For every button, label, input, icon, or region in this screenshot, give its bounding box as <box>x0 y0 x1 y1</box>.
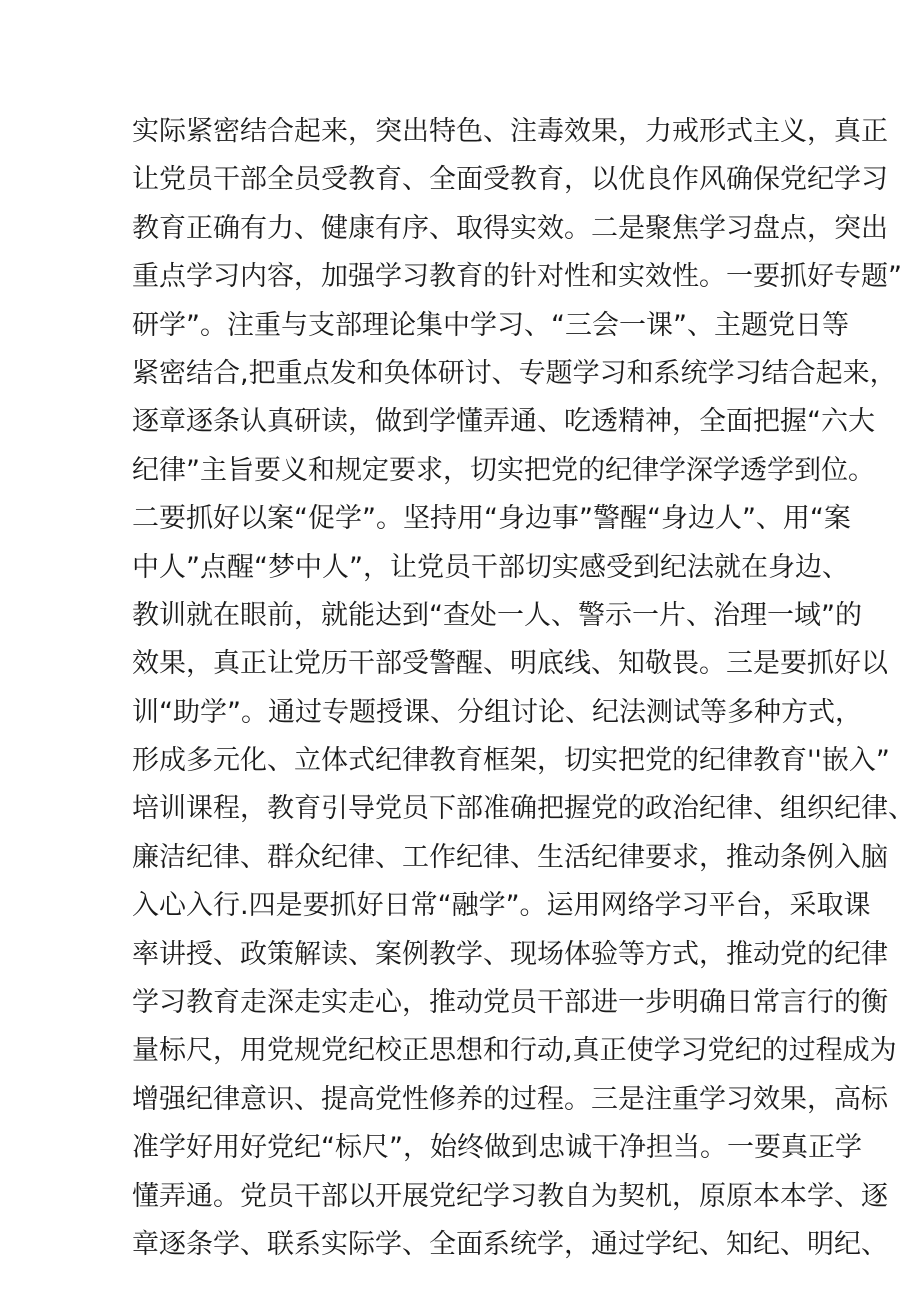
text-line: 二要抓好以案“促学”。坚持用“身边事”警醒“身边人”、用“案 <box>132 503 851 535</box>
text-line: 学习教育走深走实走心，推动党员干部进一步明确日常言行的衡 <box>132 987 888 1019</box>
text-line: 让党员干部全员受教育、全面受教育，以优良作风确保党纪学习 <box>132 164 888 196</box>
text-line: 研学”。注重与支部理论集中学习、“三会一课”、主题党日等 <box>132 309 849 341</box>
text-line: 章逐条学、联系实际学、全面系统学，通过学纪、知纪、明纪、 <box>132 1228 888 1260</box>
text-line: 效果，真正让党历干部受警醒、明底线、知敬畏。三是要抓好以 <box>132 648 888 680</box>
text-line: 培训课程，教育引导党员下部准确把握党的政治纪律、组织纪律、 <box>132 793 915 825</box>
text-line: 实际紧密结合起来，突出特色、注毒效果，力戒形式主义，真正 <box>132 116 888 147</box>
text-line: 纪律”主旨要义和规定要求，切实把党的纪律学深学透学到位。 <box>132 454 875 486</box>
body-paragraph <box>132 108 915 1269</box>
text-line: 入心入行.四是要抓好日常“融学”。运用网络学习平台，采取课 <box>132 890 871 922</box>
text-line: 中人”点醒“梦中人”，让党员干部切实感受到纪法就在身边、 <box>132 551 849 583</box>
text-line: 重点学习内容，加强学习教育的针对性和实效性。一要抓好专题” <box>132 261 902 293</box>
text-line: 紧密结合,把重点发和奂体研讨、专题学习和系统学习结合起来， <box>132 357 897 389</box>
text-line: 增强纪律意识、提高党性修养的过程。三是注重学习效果，高标 <box>132 1083 888 1115</box>
text-line: 训“助学”。通过专题授课、分组讨论、纪法测试等多种方式， <box>132 696 862 728</box>
text-line: 教训就在眼前，就能达到“查处一人、警示一片、治理一域”的 <box>132 599 862 631</box>
text-line: 准学好用好党纪“标尺”，始终做到忠诚干净担当。一要真正学 <box>132 1132 862 1164</box>
text-line: 形成多元化、立体式纪律教育框架，切实把党的纪律教育''嵌入” <box>132 745 890 777</box>
text-line: 率讲授、政策解读、案例教学、现场体验等方式，推动党的纪律 <box>132 938 888 970</box>
text-line: 量标尺，用党规党纪校正思想和行动,真正使学习党纪的过程成为 <box>132 1035 897 1067</box>
text-line: 教育正确有力、健康有序、取得实效。二是聚焦学习盘点，突出 <box>132 212 888 244</box>
text-line: 懂弄通。党员干部以开展党纪学习教自为契机，原原本本学、逐 <box>132 1180 888 1212</box>
text-line: 廉洁纪律、群众纪律、工作纪律、生活纪律要求，推动条例入脑 <box>132 841 888 873</box>
text-line: 逐章逐条认真研读，做到学懂弄通、吃透精神，全面把握“六大 <box>132 406 875 438</box>
